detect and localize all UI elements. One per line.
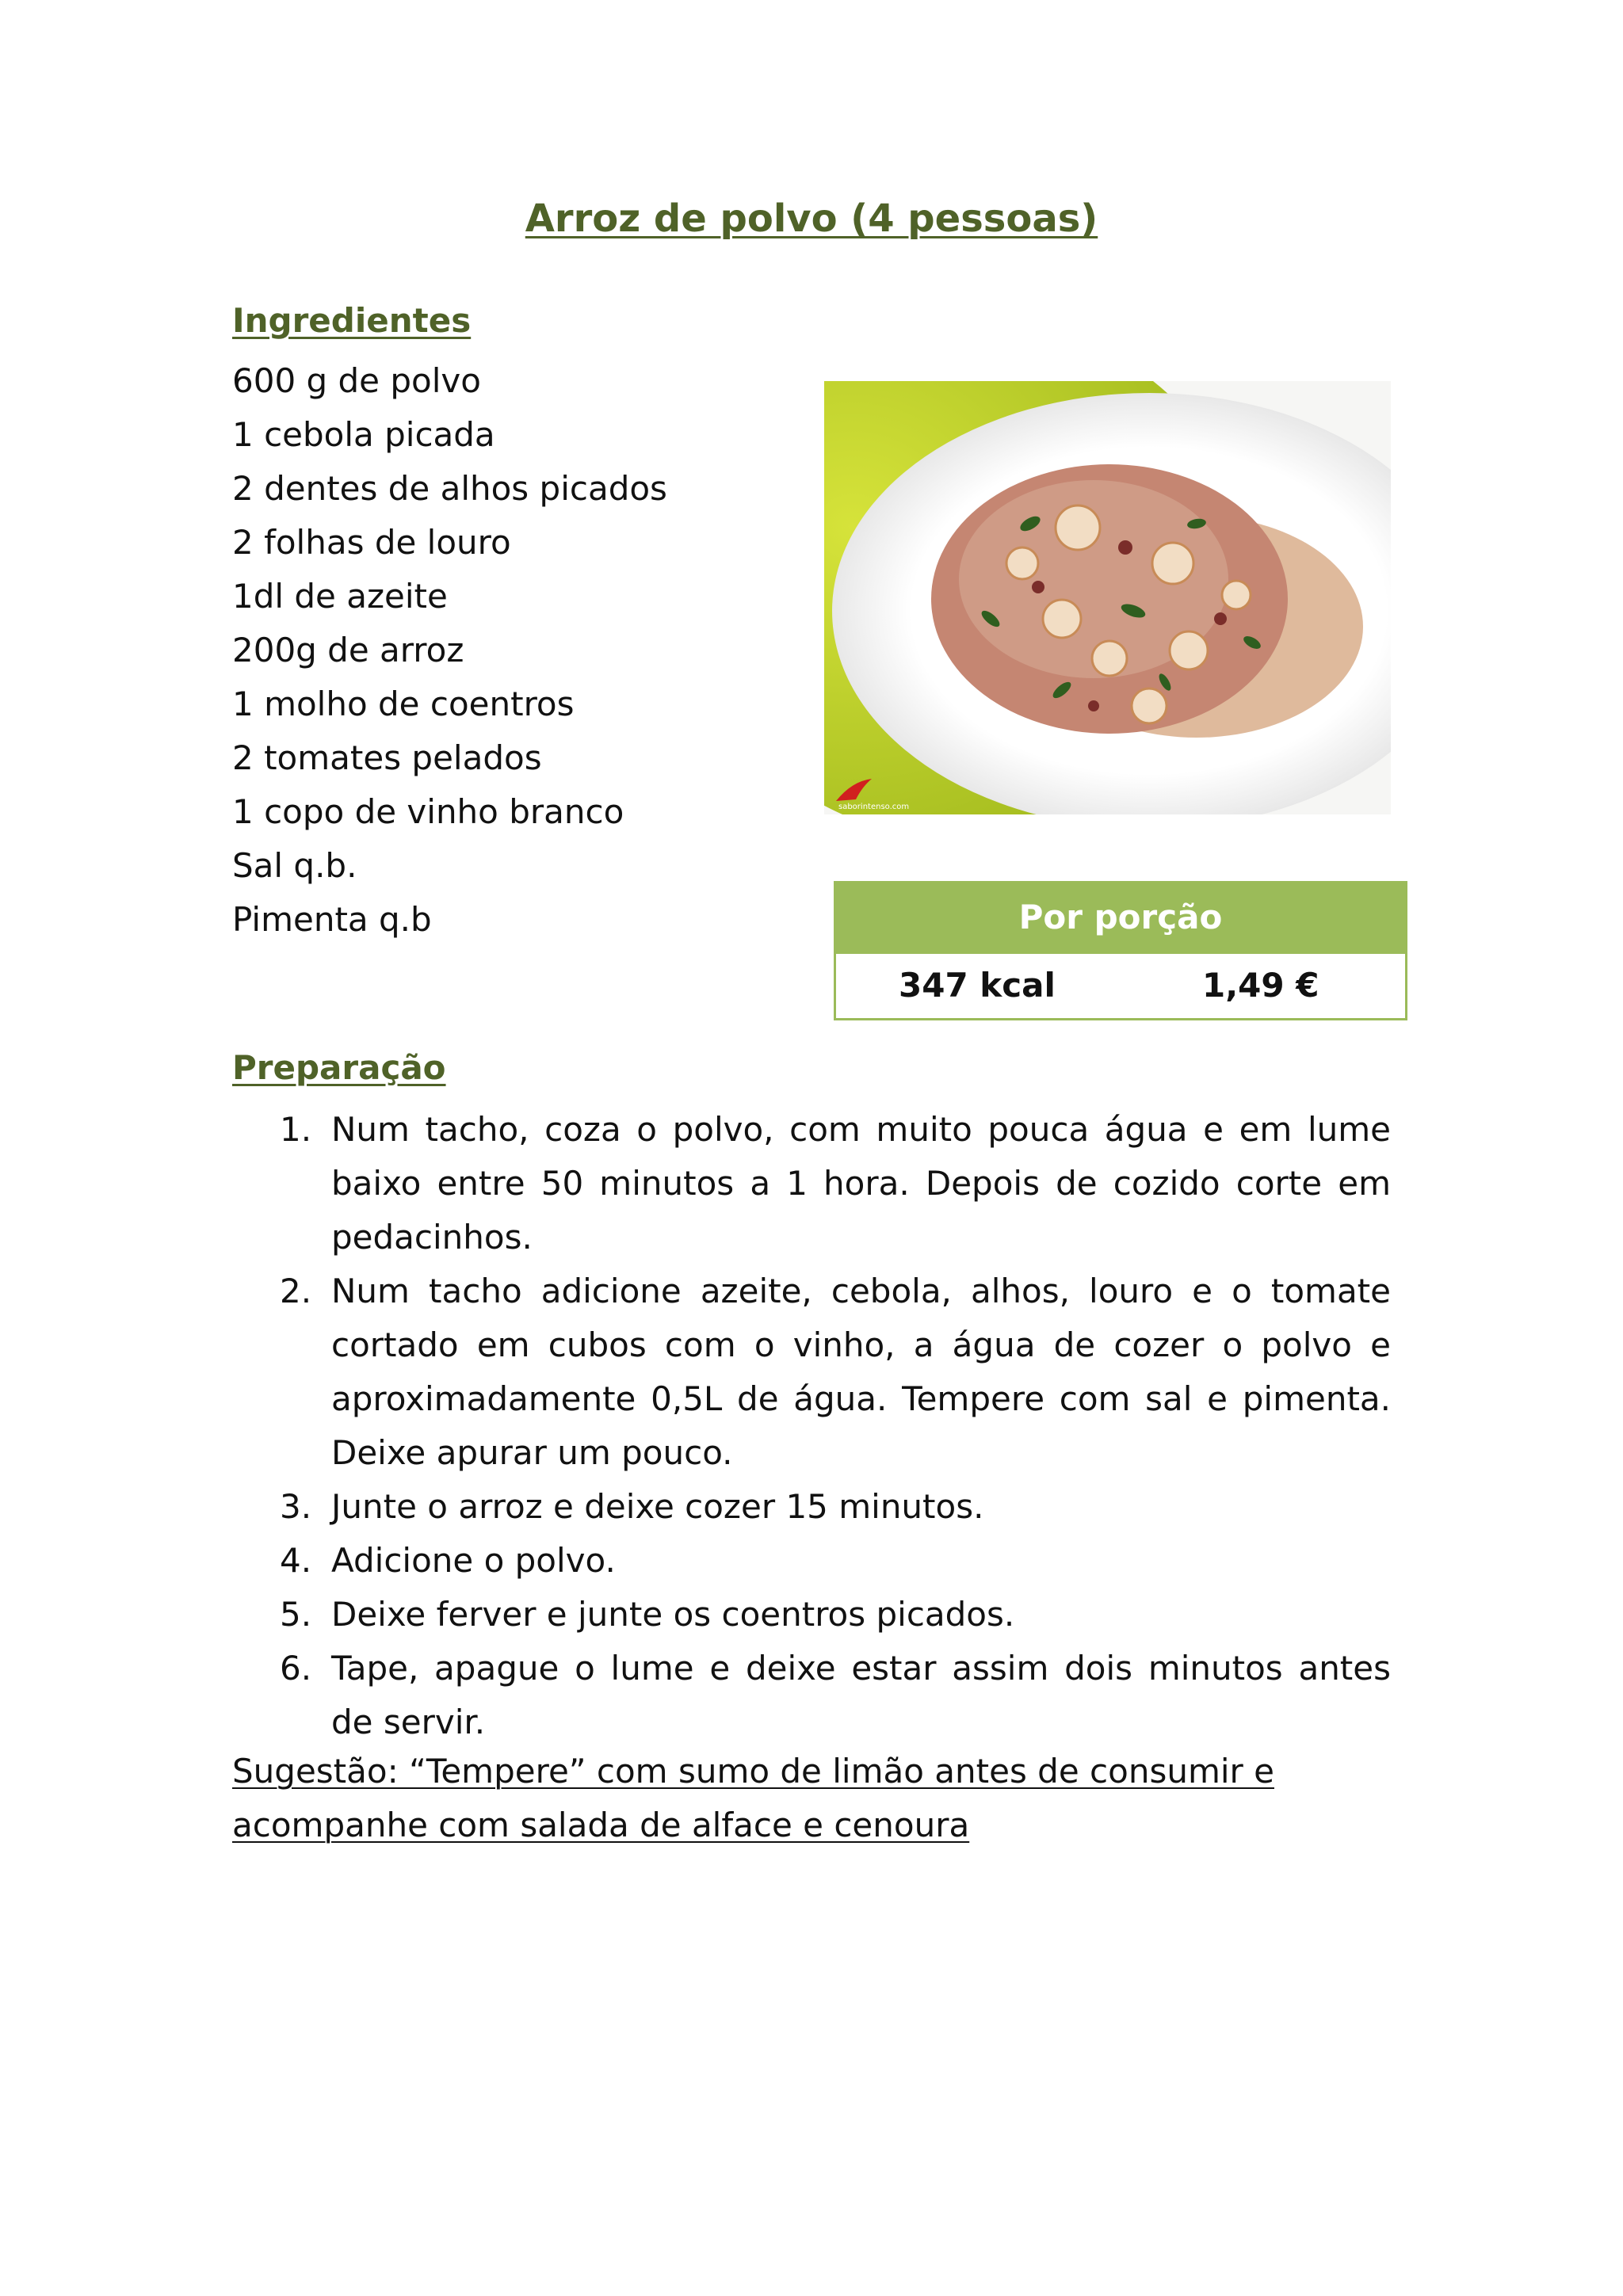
ingredient-item: 1 cebola picada [232, 415, 495, 454]
step-item [280, 1103, 1391, 1264]
ingredient-item: 600 g de polvo [232, 361, 481, 400]
ingredient-item: 1 molho de coentros [232, 685, 575, 723]
ingredient-item: Pimenta q.b [232, 900, 432, 939]
ingredient-item: Sal q.b. [232, 846, 357, 885]
step-text: Tape, apague o lume e deixe estar assim dois minutos antes de servir. [331, 1649, 1391, 1741]
nutrition-table [834, 881, 1407, 1020]
preparation-heading: Preparação [232, 1048, 446, 1087]
nutrition-price: 1,49 € [1202, 966, 1319, 1005]
photo-watermark: saborintenso.com [838, 803, 910, 811]
dish-illustration [824, 381, 1391, 814]
nutrition-header: Por porção [836, 883, 1405, 952]
ingredient-item: 1 copo de vinho branco [232, 792, 624, 831]
step-number: 4. [280, 1541, 312, 1580]
step-number: 2. [280, 1272, 312, 1310]
ingredient-item: 2 folhas de louro [232, 523, 511, 562]
nutrition-row [836, 952, 1405, 1020]
step-number: 1. [280, 1110, 312, 1149]
step-text: Adicione o polvo. [331, 1541, 616, 1580]
ingredients-list [232, 354, 667, 947]
step-number: 3. [280, 1487, 312, 1526]
step-text: Junte o arroz e deixe cozer 15 minutos. [331, 1487, 984, 1526]
serving-suggestion: Sugestão: “Tempere” com sumo de limão antes de consumir e acompanhe com salada de alface e cenoura [232, 1752, 1274, 1844]
step-item [280, 1588, 1391, 1642]
ingredient-item: 2 tomates pelados [232, 738, 542, 777]
step-item [280, 1264, 1391, 1480]
preparation-steps [280, 1103, 1391, 1749]
step-item [280, 1534, 1391, 1588]
nutrition-kcal: 347 kcal [899, 966, 1056, 1005]
step-text: Deixe ferver e junte os coentros picados. [331, 1595, 1015, 1634]
recipe-title: Arroz de polvo (4 pessoas) [525, 196, 1098, 241]
ingredient-item: 2 dentes de alhos picados [232, 469, 667, 508]
step-item [280, 1480, 1391, 1534]
step-number: 5. [280, 1595, 312, 1634]
step-item [280, 1642, 1391, 1749]
step-text: Num tacho adicione azeite, cebola, alhos, louro e o tomate cortado em cubos com o vinho, a água de cozer o polvo e aproximadamente 0,5L de água. Tempere com sal e pimenta. Deixe apurar um pouco. [331, 1272, 1391, 1472]
ingredient-item: 200g de arroz [232, 631, 464, 669]
step-number: 6. [280, 1649, 312, 1688]
step-text: Num tacho, coza o polvo, com muito pouca água e em lume baixo entre 50 minutos a 1 hora. Depois de cozido corte em pedacinhos. [331, 1110, 1391, 1257]
dish-photo [824, 381, 1391, 814]
ingredients-heading: Ingredientes [232, 301, 472, 340]
ingredient-item: 1dl de azeite [232, 577, 448, 616]
